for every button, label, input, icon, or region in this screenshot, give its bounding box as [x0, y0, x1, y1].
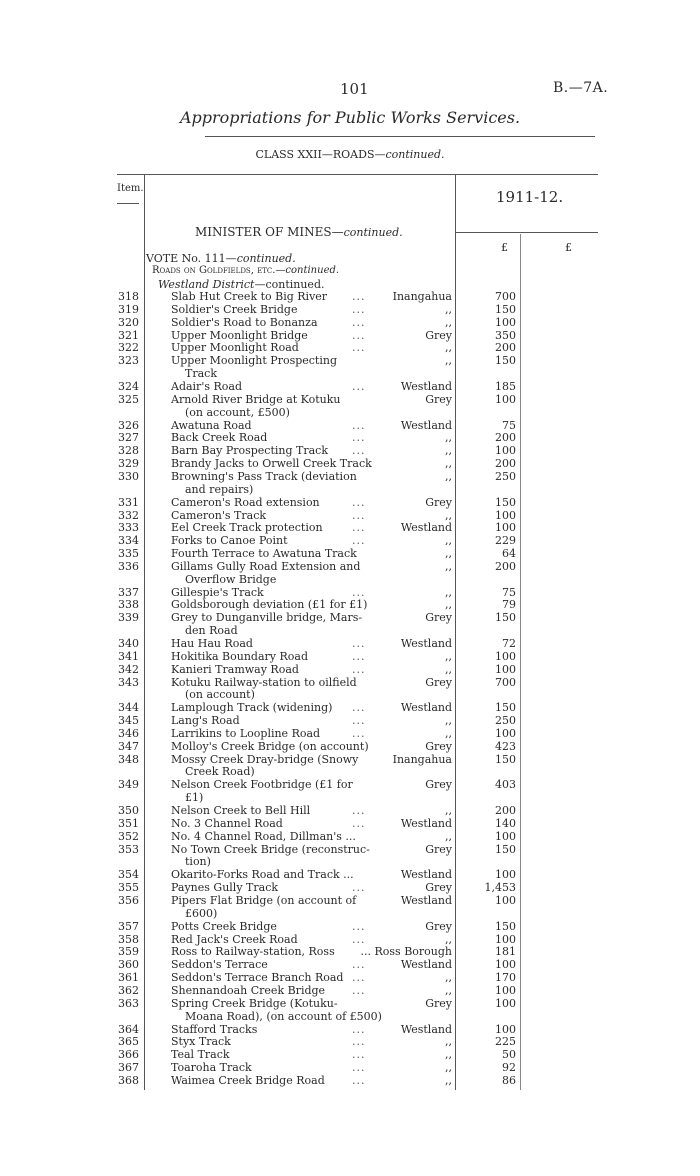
leader-dots: ... — [352, 649, 366, 663]
item-number: 347 — [118, 739, 139, 753]
amount: 150 — [495, 919, 516, 933]
amount: 100 — [495, 726, 516, 740]
amount: 100 — [495, 392, 516, 406]
amount: 86 — [502, 1073, 516, 1087]
item-description: Barn Bay Prospecting Track — [171, 444, 329, 458]
item-number: 330 — [118, 469, 139, 483]
district-name: Westland — [400, 868, 452, 882]
district-name: Westland — [400, 521, 452, 535]
amount: 64 — [502, 547, 516, 560]
item-description: No. 3 Channel Road — [171, 816, 283, 830]
amount: 100 — [495, 315, 516, 329]
item-description: Ross to Railway-station, Ross — [171, 945, 335, 959]
item-description-continued: den Road — [185, 624, 238, 638]
leader-dots: ... — [352, 662, 366, 676]
item-description: Stafford Tracks — [171, 1022, 258, 1036]
item-description-continued: £600) — [185, 906, 218, 920]
district-name: ,, — [445, 662, 452, 676]
minister-label: MINISTER OF MINES— — [195, 225, 344, 239]
item-number: 321 — [118, 328, 139, 342]
amount: 100 — [495, 983, 516, 997]
amount: 100 — [495, 894, 516, 907]
amount: 225 — [495, 1035, 516, 1049]
item-number: 345 — [118, 714, 139, 728]
amount: 200 — [495, 559, 516, 573]
amount: 140 — [495, 816, 516, 830]
item-description: Eel Creek Track protection — [171, 521, 323, 535]
district-name: ,, — [445, 559, 452, 573]
amount: 100 — [495, 868, 516, 882]
district-name: Westland — [400, 958, 452, 972]
item-description: Styx Track — [171, 1035, 231, 1049]
district-name: Westland — [400, 380, 452, 393]
item-description-continued: £1) — [185, 791, 204, 805]
item-description: Arnold River Bridge at Kotuku — [171, 392, 341, 406]
item-number: 359 — [118, 945, 139, 959]
district-name: Grey — [425, 881, 452, 895]
district-name: ,, — [445, 1073, 452, 1087]
amount: 403 — [495, 778, 516, 792]
leader-dots: ... — [352, 1048, 366, 1062]
item-number: 365 — [118, 1035, 139, 1049]
leader-dots: ... — [352, 804, 366, 817]
item-number: 334 — [118, 534, 139, 548]
district-name: ,, — [445, 457, 452, 471]
item-description: Seddon's Terrace — [171, 958, 268, 972]
district-name: ,, — [445, 649, 452, 663]
item-number: 335 — [118, 547, 139, 560]
amount: 100 — [495, 1022, 516, 1036]
district-name: Westland — [400, 418, 452, 432]
district-name: ... Ross Borough — [360, 945, 452, 959]
item-number: 360 — [118, 958, 139, 972]
item-number: 344 — [118, 701, 139, 715]
item-number: 324 — [118, 380, 139, 393]
vote-label: VOTE No. 111— — [146, 252, 237, 265]
district-name: ,, — [445, 1035, 452, 1049]
leader-dots: ... — [352, 315, 366, 329]
leader-dots: ... — [352, 637, 366, 650]
amount: 100 — [495, 521, 516, 535]
class-heading — [0, 148, 700, 161]
item-description: Waimea Creek Bridge Road — [171, 1073, 325, 1087]
amount: 200 — [495, 341, 516, 355]
item-description: Browning's Pass Track (deviation — [171, 469, 357, 483]
amount: 150 — [495, 842, 516, 856]
item-description: Forks to Canoe Point — [171, 534, 288, 548]
district-name: ,, — [445, 302, 452, 316]
item-description: Pipers Flat Bridge (on account of — [171, 894, 357, 907]
district-name: ,, — [445, 547, 452, 560]
leader-dots: ... — [352, 495, 366, 509]
district-name: Westland — [400, 816, 452, 830]
item-number: 318 — [118, 290, 139, 303]
item-description: Lamplough Track (widening) — [171, 701, 333, 715]
leader-dots: ... — [352, 971, 366, 985]
item-number: 356 — [118, 894, 139, 907]
item-number: 333 — [118, 521, 139, 535]
district-name: ,, — [445, 932, 452, 946]
item-description: Gillespie's Track — [171, 585, 264, 599]
item-number: 340 — [118, 637, 139, 650]
amount: 700 — [495, 675, 516, 689]
leader-dots: ... — [352, 508, 366, 522]
district-name: Grey — [425, 495, 452, 509]
district-name: ,, — [445, 598, 452, 612]
item-number: 354 — [118, 868, 139, 882]
leader-dots: ... — [352, 1022, 366, 1036]
item-description: Gillams Gully Road Extension and — [171, 559, 361, 573]
district-name: Grey — [425, 996, 452, 1010]
leader-dots: ... — [352, 816, 366, 830]
leader-dots: ... — [352, 714, 366, 728]
item-description: Upper Moonlight Prospecting — [171, 354, 337, 368]
district-name: ,, — [445, 431, 452, 445]
leader-dots: ... — [352, 881, 366, 895]
item-column-header: Item. — [117, 183, 144, 194]
item-description: Toaroha Track — [171, 1061, 252, 1074]
item-description-continued: Track — [185, 367, 217, 381]
item-description: No. 4 Channel Road, Dillman's ... — [171, 829, 356, 843]
currency-symbol-right: £ — [565, 241, 572, 254]
amount: 200 — [495, 457, 516, 471]
item-description: Mossy Creek Dray-bridge (Snowy — [171, 752, 359, 766]
district-name: ,, — [445, 508, 452, 522]
amount: 150 — [495, 302, 516, 316]
amount: 170 — [495, 971, 516, 985]
table-top-rule — [117, 174, 598, 175]
item-number: 319 — [118, 302, 139, 316]
amount: 50 — [502, 1048, 516, 1062]
item-description-continued: and repairs) — [185, 482, 254, 496]
leader-dots: ... — [352, 919, 366, 933]
minister-continued: continued. — [343, 226, 403, 239]
amount: 200 — [495, 431, 516, 445]
item-column-rule — [144, 174, 145, 1090]
item-number: 331 — [118, 495, 139, 509]
district-name: ,, — [445, 341, 452, 355]
item-description: Goldsborough deviation (£1 for £1) — [171, 598, 368, 612]
leader-dots: ... — [352, 380, 366, 393]
district-name: ,, — [445, 585, 452, 599]
item-number: 367 — [118, 1061, 139, 1074]
district-name: Westland — [400, 894, 452, 907]
item-description: Grey to Dunganville bridge, Mars- — [171, 611, 363, 625]
item-number: 355 — [118, 881, 139, 895]
roads-continued: continued. — [285, 265, 340, 276]
item-description: Soldier's Creek Bridge — [171, 302, 298, 316]
amount: 350 — [495, 328, 516, 342]
district-name: ,, — [445, 829, 452, 843]
item-description: Hau Hau Road — [171, 637, 253, 650]
item-number: 368 — [118, 1073, 139, 1087]
leader-dots: ... — [352, 1035, 366, 1049]
leader-dots: ... — [352, 1073, 366, 1087]
minister-heading — [195, 225, 403, 239]
district-name: Inangahua — [392, 290, 452, 303]
item-number: 366 — [118, 1048, 139, 1062]
amount: 1,453 — [484, 881, 516, 895]
amount: 700 — [495, 290, 516, 303]
item-description: Soldier's Road to Bonanza — [171, 315, 318, 329]
item-number: 343 — [118, 675, 139, 689]
item-description: Red Jack's Creek Road — [171, 932, 298, 946]
district-label: Westland District — [158, 278, 255, 291]
item-description: Cameron's Road extension — [171, 495, 320, 509]
page-title: Appropriations for Public Works Services. — [179, 108, 521, 127]
district-name: Grey — [425, 328, 452, 342]
amount: 100 — [495, 649, 516, 663]
document-reference: B.—7A. — [553, 80, 609, 96]
amount: 150 — [495, 752, 516, 766]
amount: 100 — [495, 662, 516, 676]
item-description: Larrikins to Loopline Road — [171, 726, 321, 740]
item-number: 350 — [118, 804, 139, 817]
item-number: 342 — [118, 662, 139, 676]
vote-continued: continued. — [236, 252, 296, 265]
title-rule — [205, 136, 595, 137]
item-description: Hokitika Boundary Road — [171, 649, 309, 663]
page-number: 101 — [340, 80, 369, 98]
roads-label: Roads on Goldfields, etc.— — [152, 265, 286, 276]
item-number: 361 — [118, 971, 139, 985]
amount: 150 — [495, 701, 516, 715]
district-name: ,, — [445, 444, 452, 458]
item-description: Spring Creek Bridge (Kotuku- — [171, 996, 338, 1010]
item-description: Upper Moonlight Road — [171, 341, 299, 355]
item-description: Cameron's Track — [171, 508, 267, 522]
item-number: 362 — [118, 983, 139, 997]
amount: 100 — [495, 444, 516, 458]
item-number: 327 — [118, 431, 139, 445]
item-description: Seddon's Terrace Branch Road — [171, 971, 344, 985]
vote-heading — [146, 252, 296, 265]
item-number: 353 — [118, 842, 139, 856]
leader-dots: ... — [352, 328, 366, 342]
item-number: 338 — [118, 598, 139, 612]
item-number: 320 — [118, 315, 139, 329]
leader-dots: ... — [352, 290, 366, 303]
item-description-continued: (on account) — [185, 688, 255, 702]
district-name: Grey — [425, 392, 452, 406]
district-name: Westland — [400, 701, 452, 715]
leader-dots: ... — [352, 444, 366, 458]
district-name: ,, — [445, 534, 452, 548]
amount: 250 — [495, 469, 516, 483]
district-name: ,, — [445, 726, 452, 740]
leader-dots: ... — [352, 534, 366, 548]
year-column-left-rule — [455, 174, 456, 1090]
item-number: 346 — [118, 726, 139, 740]
item-description: Nelson Creek to Bell Hill — [171, 804, 311, 817]
item-header-underline — [117, 203, 139, 204]
amount: 181 — [495, 945, 516, 959]
amount: 100 — [495, 996, 516, 1010]
item-description: Lang's Road — [171, 714, 240, 728]
item-description: Nelson Creek Footbridge (£1 for — [171, 778, 353, 792]
item-description-continued: Creek Road) — [185, 765, 255, 779]
year-column-mid-rule — [520, 234, 521, 1090]
district-name: ,, — [445, 714, 452, 728]
amount: 250 — [495, 714, 516, 728]
district-name: Grey — [425, 842, 452, 856]
district-name: Westland — [400, 1022, 452, 1036]
district-name: ,, — [445, 1048, 452, 1062]
year-column-header: 1911-12. — [496, 188, 564, 206]
leader-dots: ... — [352, 701, 366, 715]
district-name: Grey — [425, 611, 452, 625]
district-name: ,, — [445, 354, 452, 368]
item-description-continued: (on account, £500) — [185, 405, 290, 419]
class-continued: continued. — [385, 148, 445, 161]
leader-dots: ... — [352, 341, 366, 355]
district-name: ,, — [445, 983, 452, 997]
leader-dots: ... — [352, 983, 366, 997]
item-description: Slab Hut Creek to Big River — [171, 290, 328, 303]
district-name: Grey — [425, 919, 452, 933]
item-number: 348 — [118, 752, 139, 766]
item-number: 364 — [118, 1022, 139, 1036]
leader-dots: ... — [352, 521, 366, 535]
district-name: ,, — [445, 469, 452, 483]
district-continued: —continued. — [254, 278, 325, 291]
amount: 150 — [495, 611, 516, 625]
amount: 100 — [495, 829, 516, 843]
district-name: Grey — [425, 739, 452, 753]
item-number: 323 — [118, 354, 139, 368]
item-number: 326 — [118, 418, 139, 432]
item-number: 337 — [118, 585, 139, 599]
district-name: ,, — [445, 804, 452, 817]
amount: 200 — [495, 804, 516, 817]
item-description: Kotuku Railway-station to oilfield — [171, 675, 357, 689]
roads-heading — [152, 265, 339, 276]
district-name: Inangahua — [392, 752, 452, 766]
item-number: 329 — [118, 457, 139, 471]
leader-dots: ... — [352, 726, 366, 740]
year-header-rule — [455, 232, 598, 233]
amount: 100 — [495, 932, 516, 946]
leader-dots: ... — [352, 932, 366, 946]
item-number: 358 — [118, 932, 139, 946]
amount: 100 — [495, 958, 516, 972]
district-name: ,, — [445, 971, 452, 985]
amount: 75 — [502, 585, 516, 599]
item-description-continued: Moana Road), (on account of £500) — [185, 1009, 382, 1023]
leader-dots: ... — [352, 418, 366, 432]
item-number: 322 — [118, 341, 139, 355]
item-description-continued: Overflow Bridge — [185, 572, 277, 586]
item-number: 328 — [118, 444, 139, 458]
district-name: Grey — [425, 675, 452, 689]
item-description: Teal Track — [171, 1048, 230, 1062]
amount: 229 — [495, 534, 516, 548]
district-name: ,, — [445, 1061, 452, 1074]
leader-dots: ... — [352, 431, 366, 445]
district-name: ,, — [445, 315, 452, 329]
item-description: Potts Creek Bridge — [171, 919, 277, 933]
item-description: Paynes Gully Track — [171, 881, 279, 895]
item-description-continued: tion) — [185, 855, 211, 869]
item-description: Kanieri Tramway Road — [171, 662, 299, 676]
item-description: Brandy Jacks to Orwell Creek Track — [171, 457, 372, 471]
item-description: Upper Moonlight Bridge — [171, 328, 308, 342]
item-description: Molloy's Creek Bridge (on account) — [171, 739, 369, 753]
amount: 75 — [502, 418, 516, 432]
leader-dots: ... — [352, 958, 366, 972]
item-number: 349 — [118, 778, 139, 792]
leader-dots: ... — [352, 302, 366, 316]
item-number: 352 — [118, 829, 139, 843]
item-description: No Town Creek Bridge (reconstruc- — [171, 842, 370, 856]
amount: 185 — [495, 380, 516, 393]
item-description: Fourth Terrace to Awatuna Track — [171, 547, 357, 560]
item-number: 351 — [118, 816, 139, 830]
district-name: Grey — [425, 778, 452, 792]
amount: 150 — [495, 495, 516, 509]
currency-symbol-left: £ — [501, 241, 508, 254]
item-description: Adair's Road — [171, 380, 242, 393]
item-number: 363 — [118, 996, 139, 1010]
item-number: 332 — [118, 508, 139, 522]
amount: 100 — [495, 508, 516, 522]
item-number: 341 — [118, 649, 139, 663]
item-description: Back Creek Road — [171, 431, 268, 445]
amount: 92 — [502, 1061, 516, 1074]
item-number: 357 — [118, 919, 139, 933]
item-description: Shennandoah Creek Bridge — [171, 983, 326, 997]
leader-dots: ... — [352, 585, 366, 599]
district-name: Westland — [400, 637, 452, 650]
item-description: Awatuna Road — [171, 418, 252, 432]
leader-dots: ... — [352, 1061, 366, 1074]
class-title: CLASS XXII—ROADS— — [255, 148, 386, 161]
amount: 423 — [495, 739, 516, 753]
item-number: 336 — [118, 559, 139, 573]
item-number: 325 — [118, 392, 139, 406]
amount: 72 — [502, 637, 516, 650]
item-number: 339 — [118, 611, 139, 625]
amount: 150 — [495, 354, 516, 368]
amount: 79 — [502, 598, 516, 612]
item-description: Okarito-Forks Road and Track ... — [171, 868, 354, 882]
